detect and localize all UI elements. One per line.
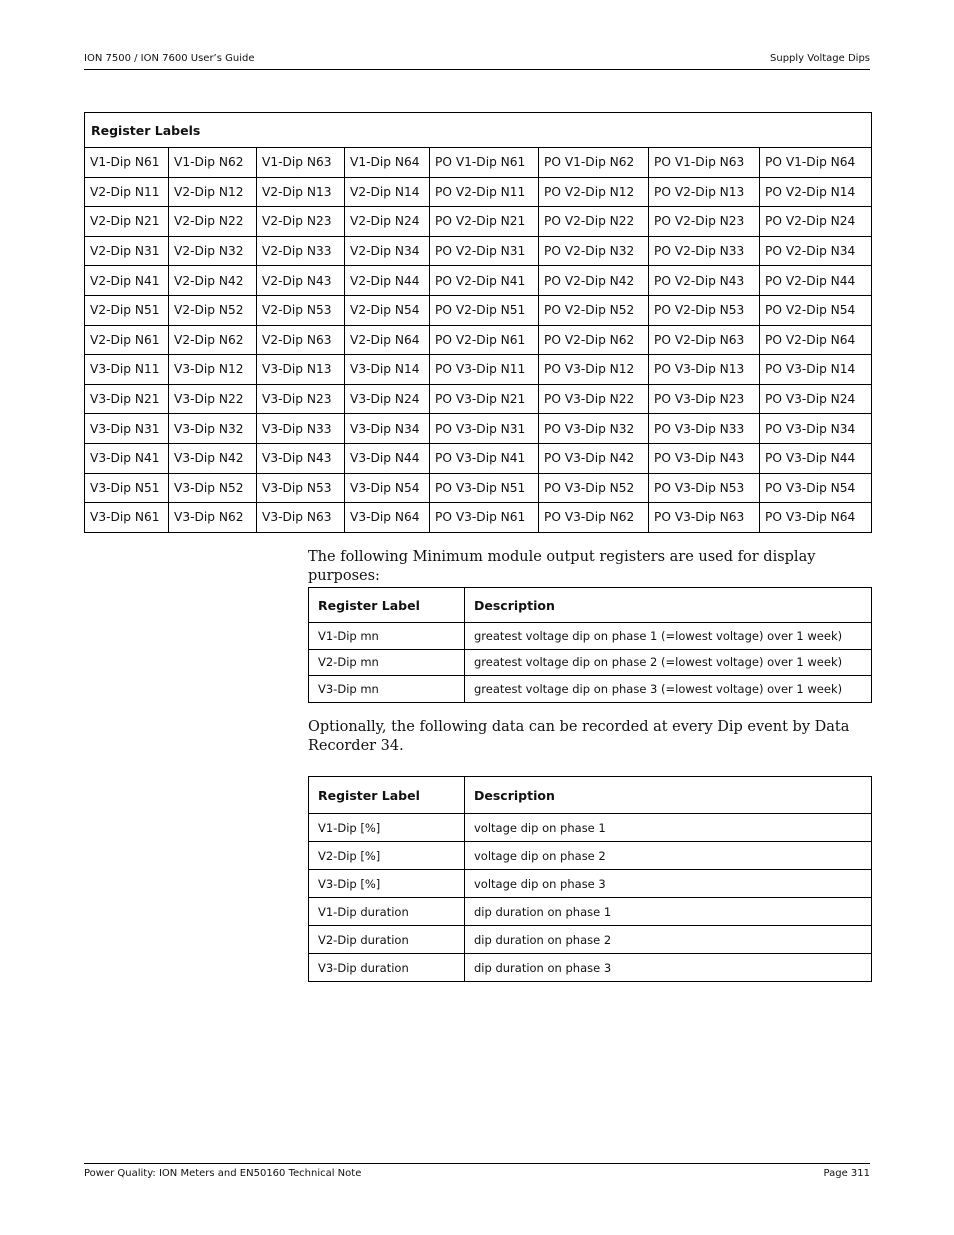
register-label-cell: PO V2-Dip N51: [430, 295, 539, 325]
table-row: [85, 355, 872, 385]
register-label-cell: V3-Dip N12: [169, 355, 257, 385]
register-label-cell: V1-Dip [%]: [309, 814, 465, 842]
table-row: [85, 207, 872, 237]
register-label-cell: V2-Dip N14: [345, 177, 430, 207]
table-row: [309, 926, 872, 954]
register-label-cell: V3-Dip N31: [85, 414, 169, 444]
register-label-cell: PO V3-Dip N52: [539, 473, 649, 503]
register-label-cell: V2-Dip N23: [257, 207, 345, 237]
description-cell: voltage dip on phase 2: [465, 842, 872, 870]
register-label-cell: PO V2-Dip N43: [649, 266, 760, 296]
register-label-cell: V2-Dip N64: [345, 325, 430, 355]
register-label-cell: PO V2-Dip N63: [649, 325, 760, 355]
register-label-cell: PO V2-Dip N14: [760, 177, 872, 207]
data-recorder-table: [308, 776, 872, 982]
register-label-cell: V3-Dip N53: [257, 473, 345, 503]
table-row: [309, 649, 872, 676]
register-label-cell: PO V3-Dip N61: [430, 503, 539, 533]
register-label-cell: V2-Dip N62: [169, 325, 257, 355]
register-label-cell: PO V1-Dip N62: [539, 148, 649, 178]
register-label-cell: PO V2-Dip N54: [760, 295, 872, 325]
register-label-cell: PO V1-Dip N61: [430, 148, 539, 178]
table-row: [85, 325, 872, 355]
register-label-cell: PO V3-Dip N43: [649, 443, 760, 473]
table-row: [85, 295, 872, 325]
register-label-cell: V2-Dip mn: [309, 649, 465, 676]
register-label-cell: PO V2-Dip N33: [649, 236, 760, 266]
description-cell: greatest voltage dip on phase 3 (=lowest voltage) over 1 week): [465, 676, 872, 703]
register-label-cell: V3-Dip N13: [257, 355, 345, 385]
register-label-cell: PO V2-Dip N64: [760, 325, 872, 355]
register-label-cell: PO V2-Dip N23: [649, 207, 760, 237]
register-label-cell: V2-Dip N34: [345, 236, 430, 266]
register-label-cell: V2-Dip N53: [257, 295, 345, 325]
header-section-title: Supply Voltage Dips: [770, 53, 870, 64]
table-row: [309, 814, 872, 842]
table-row: [309, 954, 872, 982]
register-label-cell: PO V3-Dip N33: [649, 414, 760, 444]
register-label-cell: V3-Dip N34: [345, 414, 430, 444]
register-label-cell: PO V3-Dip N31: [430, 414, 539, 444]
register-label-cell: V1-Dip duration: [309, 898, 465, 926]
table-row: [309, 870, 872, 898]
register-labels-body: [85, 148, 872, 533]
register-label-cell: PO V3-Dip N21: [430, 384, 539, 414]
register-label-cell: PO V3-Dip N54: [760, 473, 872, 503]
description-cell: greatest voltage dip on phase 2 (=lowest voltage) over 1 week): [465, 649, 872, 676]
header-rule: [84, 69, 870, 70]
register-label-cell: V1-Dip N62: [169, 148, 257, 178]
column-header-register-label: Register Label: [309, 588, 465, 623]
register-label-cell: PO V3-Dip N53: [649, 473, 760, 503]
register-label-cell: PO V2-Dip N11: [430, 177, 539, 207]
register-label-cell: V3-Dip N24: [345, 384, 430, 414]
register-label-cell: PO V3-Dip N42: [539, 443, 649, 473]
register-label-cell: PO V3-Dip N14: [760, 355, 872, 385]
table-row: [309, 676, 872, 703]
description-cell: greatest voltage dip on phase 1 (=lowest voltage) over 1 week): [465, 623, 872, 650]
register-label-cell: V3-Dip N23: [257, 384, 345, 414]
register-label-cell: PO V3-Dip N44: [760, 443, 872, 473]
page-header: [84, 53, 870, 64]
register-label-cell: V3-Dip N63: [257, 503, 345, 533]
register-label-cell: V2-Dip N54: [345, 295, 430, 325]
register-label-cell: V3-Dip N44: [345, 443, 430, 473]
register-label-cell: PO V2-Dip N31: [430, 236, 539, 266]
register-label-cell: V1-Dip N63: [257, 148, 345, 178]
description-cell: dip duration on phase 1: [465, 898, 872, 926]
register-label-cell: PO V3-Dip N12: [539, 355, 649, 385]
register-labels-heading: Register Labels: [85, 113, 872, 148]
table-row: [85, 443, 872, 473]
table-row: [85, 414, 872, 444]
description-cell: voltage dip on phase 3: [465, 870, 872, 898]
description-cell: dip duration on phase 3: [465, 954, 872, 982]
register-label-cell: V2-Dip N12: [169, 177, 257, 207]
register-label-cell: PO V3-Dip N22: [539, 384, 649, 414]
register-label-cell: PO V2-Dip N53: [649, 295, 760, 325]
register-label-cell: PO V2-Dip N44: [760, 266, 872, 296]
register-label-cell: V3-Dip N51: [85, 473, 169, 503]
register-label-cell: PO V2-Dip N32: [539, 236, 649, 266]
register-label-cell: PO V2-Dip N12: [539, 177, 649, 207]
data-recorder-intro: Optionally, the following data can be recorded at every Dip event by Data Recorder 34.: [308, 719, 850, 754]
description-cell: voltage dip on phase 1: [465, 814, 872, 842]
register-label-cell: V2-Dip N33: [257, 236, 345, 266]
register-label-cell: PO V2-Dip N24: [760, 207, 872, 237]
register-label-cell: V3-Dip N62: [169, 503, 257, 533]
register-label-cell: V2-Dip N43: [257, 266, 345, 296]
register-label-cell: PO V2-Dip N62: [539, 325, 649, 355]
register-label-cell: PO V3-Dip N32: [539, 414, 649, 444]
register-label-cell: PO V3-Dip N62: [539, 503, 649, 533]
register-label-cell: V3-Dip N33: [257, 414, 345, 444]
register-label-cell: PO V2-Dip N42: [539, 266, 649, 296]
column-header-register-label: Register Label: [309, 777, 465, 814]
table-row: [309, 842, 872, 870]
table-row: [85, 266, 872, 296]
column-header-description: Description: [465, 777, 872, 814]
register-label-cell: V3-Dip N43: [257, 443, 345, 473]
register-label-cell: V3-Dip N61: [85, 503, 169, 533]
register-label-cell: V2-Dip N32: [169, 236, 257, 266]
register-label-cell: PO V2-Dip N61: [430, 325, 539, 355]
register-label-cell: V3-Dip N22: [169, 384, 257, 414]
footer-doc-title: Power Quality: ION Meters and EN50160 Technical Note: [84, 1168, 362, 1179]
register-label-cell: V1-Dip N64: [345, 148, 430, 178]
register-label-cell: V2-Dip N51: [85, 295, 169, 325]
register-label-cell: V1-Dip mn: [309, 623, 465, 650]
register-label-cell: V2-Dip N11: [85, 177, 169, 207]
table-row: [309, 898, 872, 926]
register-label-cell: V2-Dip N52: [169, 295, 257, 325]
register-label-cell: PO V1-Dip N64: [760, 148, 872, 178]
footer-rule: [84, 1163, 870, 1164]
register-label-cell: V3-Dip N64: [345, 503, 430, 533]
header-doc-title: ION 7500 / ION 7600 User’s Guide: [84, 53, 255, 64]
register-label-cell: V2-Dip N31: [85, 236, 169, 266]
register-label-cell: V2-Dip N63: [257, 325, 345, 355]
column-header-description: Description: [465, 588, 872, 623]
register-label-cell: PO V2-Dip N41: [430, 266, 539, 296]
register-label-cell: V3-Dip mn: [309, 676, 465, 703]
register-label-cell: V2-Dip N41: [85, 266, 169, 296]
register-label-cell: V2-Dip N13: [257, 177, 345, 207]
register-label-cell: PO V2-Dip N52: [539, 295, 649, 325]
register-label-cell: V3-Dip N42: [169, 443, 257, 473]
register-label-cell: V2-Dip N61: [85, 325, 169, 355]
register-label-cell: V3-Dip duration: [309, 954, 465, 982]
register-label-cell: PO V3-Dip N13: [649, 355, 760, 385]
table-row: [85, 148, 872, 178]
register-label-cell: V3-Dip N52: [169, 473, 257, 503]
register-label-cell: V2-Dip N24: [345, 207, 430, 237]
page-number: Page 311: [823, 1168, 870, 1179]
register-labels-table: [84, 112, 872, 533]
register-label-cell: V2-Dip duration: [309, 926, 465, 954]
register-label-cell: PO V2-Dip N13: [649, 177, 760, 207]
register-label-cell: PO V3-Dip N41: [430, 443, 539, 473]
register-label-cell: PO V3-Dip N11: [430, 355, 539, 385]
register-label-cell: V3-Dip N14: [345, 355, 430, 385]
table-row: [85, 384, 872, 414]
table-row: [85, 236, 872, 266]
register-label-cell: V2-Dip N22: [169, 207, 257, 237]
register-label-cell: PO V2-Dip N22: [539, 207, 649, 237]
register-label-cell: V3-Dip N41: [85, 443, 169, 473]
register-label-cell: PO V2-Dip N21: [430, 207, 539, 237]
register-label-cell: PO V3-Dip N34: [760, 414, 872, 444]
register-label-cell: PO V2-Dip N34: [760, 236, 872, 266]
table-row: [85, 473, 872, 503]
register-label-cell: PO V3-Dip N23: [649, 384, 760, 414]
register-label-cell: V2-Dip N42: [169, 266, 257, 296]
register-label-cell: V3-Dip N21: [85, 384, 169, 414]
register-label-cell: V1-Dip N61: [85, 148, 169, 178]
minimum-registers-table: [308, 587, 872, 703]
register-label-cell: V3-Dip N32: [169, 414, 257, 444]
description-cell: dip duration on phase 2: [465, 926, 872, 954]
register-label-cell: PO V1-Dip N63: [649, 148, 760, 178]
page-footer: [84, 1168, 870, 1179]
register-label-cell: V3-Dip N54: [345, 473, 430, 503]
register-label-cell: PO V3-Dip N64: [760, 503, 872, 533]
register-label-cell: V2-Dip N21: [85, 207, 169, 237]
register-label-cell: V3-Dip N11: [85, 355, 169, 385]
table-row: [85, 503, 872, 533]
register-label-cell: V2-Dip [%]: [309, 842, 465, 870]
register-label-cell: PO V3-Dip N24: [760, 384, 872, 414]
register-label-cell: V3-Dip [%]: [309, 870, 465, 898]
register-label-cell: PO V3-Dip N63: [649, 503, 760, 533]
minimum-module-intro: The following Minimum module output registers are used for display purposes:: [308, 549, 816, 584]
table-row: [309, 623, 872, 650]
register-label-cell: PO V3-Dip N51: [430, 473, 539, 503]
table-row: [85, 177, 872, 207]
register-label-cell: V2-Dip N44: [345, 266, 430, 296]
